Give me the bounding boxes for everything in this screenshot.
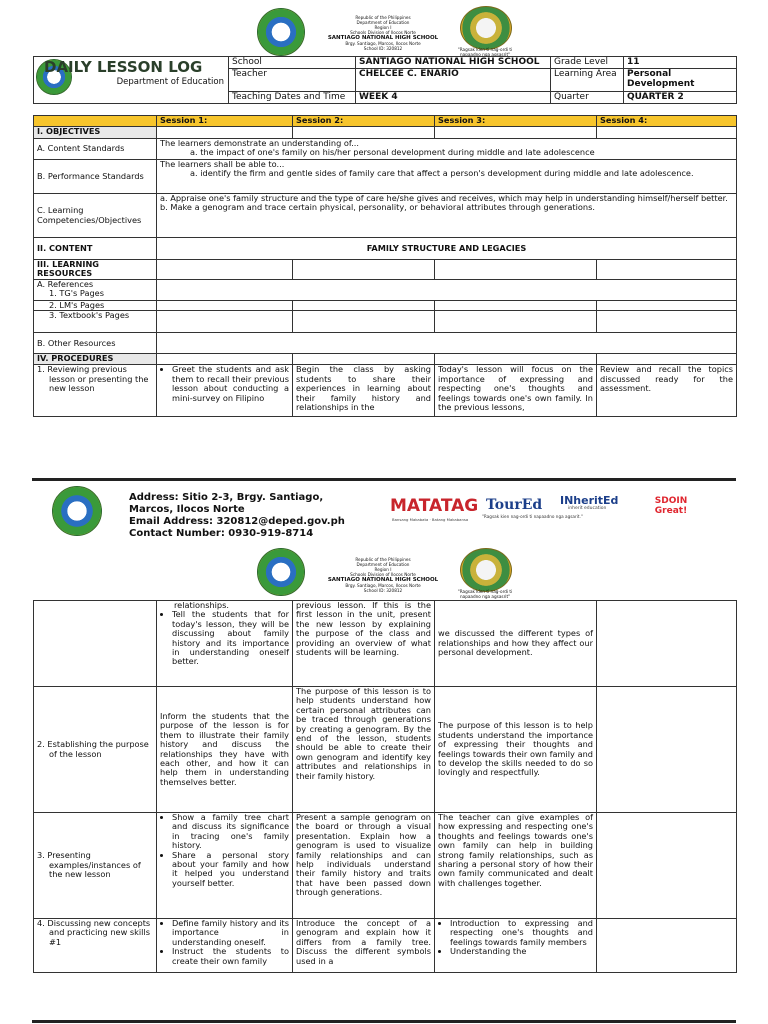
procedure-4-session-2: Introduce the concept of a genogram and explain how it differs from a family tree. Discuss the different symbols used in a bbox=[293, 919, 435, 973]
lesson-plan-table bbox=[33, 115, 737, 417]
procedure-2-session-2: The purpose of this lesson is to help students understand how certain personal attributes can be traced through generations by creating a genogram. By the end of the lesson, students should be able to create their own genogram and identify key attributes and relationships in their family history. bbox=[293, 687, 435, 813]
dates-value: WEEK 4 bbox=[356, 91, 551, 103]
school-value: SANTIAGO NATIONAL HIGH SCHOOL bbox=[356, 57, 551, 69]
area-label: Learning Area bbox=[551, 69, 624, 91]
footer-divider bbox=[32, 478, 736, 481]
dll-dept: Department of Education bbox=[116, 77, 224, 87]
quarter-value: QUARTER 2 bbox=[624, 91, 737, 103]
inherited-logo: INheritEd bbox=[560, 494, 619, 507]
footer-email: Email Address: 320812@deped.gov.ph bbox=[129, 516, 345, 527]
footer-address: Address: Sitio 2-3, Brgy. Santiago, Marcos, Ilocos Norte bbox=[129, 492, 324, 515]
procedure-1-session-2: Begin the class by asking students to share their experiences in learning about their family history and relationships in the bbox=[293, 365, 435, 417]
grade-value: 11 bbox=[624, 57, 737, 69]
session-3-header: Session 3: bbox=[435, 116, 597, 127]
content-standards-label: A. Content Standards bbox=[34, 139, 157, 160]
deped-seal bbox=[257, 8, 305, 56]
content-value: FAMILY STRUCTURE AND LEGACIES bbox=[157, 238, 737, 260]
procedure-3-label: 3. Presenting examples/instances of the new lesson bbox=[34, 813, 157, 919]
inherited-tagline: inherit education bbox=[568, 506, 607, 511]
competencies: a. Appraise one's family structure and the type of care he/she gives and receives, which may help in understanding himself/herself better. b. Make a genogram and trace certain physical, personality, or behavioral attributes through generations. bbox=[157, 194, 737, 238]
lesson-plan-table-continued bbox=[33, 600, 737, 973]
procedure-3-session-1: • Show a family tree chart and discuss its significance in tracing one's family history. • Share a personal story about your family and how it helped you understand yourself better. bbox=[157, 813, 293, 919]
other-resources-label: B. Other Resources bbox=[34, 333, 157, 354]
grade-label: Grade Level bbox=[551, 57, 624, 69]
procedure-4-session-3: • Introduction to expressing and respecting one's thoughts and feelings towards family members • Understanding the bbox=[435, 919, 597, 973]
page2-deped-seal bbox=[257, 548, 305, 596]
session-2-header: Session 2: bbox=[293, 116, 435, 127]
school-label: School bbox=[229, 57, 356, 69]
procedure-4-session-1: • Define family history and its importance in understanding oneself. • Instruct the students to create their own family bbox=[157, 919, 293, 973]
procedures-heading: IV. PROCEDURES bbox=[34, 354, 157, 365]
seal-caption: "Ragsak kien ti nag-ordi ti napaadno nga agsasrit" bbox=[457, 47, 513, 57]
page2-republic-header: Republic of the Philippines Department of Education Region I Schools Division of Ilocos Norte SANTIAGO NATIONAL HIGH SCHOOL Brgy. Santiago, Marcos, Ilocos Norte School ID: 320812 bbox=[327, 557, 439, 593]
references-label: A. References 1. TG's Pages bbox=[34, 280, 157, 301]
page2-school-seal bbox=[460, 548, 512, 592]
republic-header: Republic of the Philippines Department of Education Region I Schools Division of Ilocos Norte SANTIAGO NATIONAL HIGH SCHOOL Brgy. Santiago, Marcos, Ilocos Norte School ID: 320812 bbox=[327, 15, 439, 51]
dll-title: DAILY LESSON LOG bbox=[44, 58, 203, 76]
quarter-label: Quarter bbox=[551, 91, 624, 103]
procedure-2-session-3: The purpose of this lesson is to help students understand the importance of expressing their thoughts and feelings towards their own family and to develop the skills needed to do so lovingly and respectfully. bbox=[435, 687, 597, 813]
procedure-3-session-2: Present a sample genogram on the board or through a visual presentation. Explain how a genogram is used to visualize family relationships and can help individuals understand their family history and traits that have been passed down through generations. bbox=[293, 813, 435, 919]
performance-standards-label: B. Performance Standards bbox=[34, 160, 157, 194]
resources-heading: III. LEARNING RESOURCES bbox=[34, 260, 157, 280]
matatag-tagline: Bansang Makabata · Batang Makabansa bbox=[392, 517, 469, 522]
textbook-pages-label: 3. Textbook's Pages bbox=[34, 311, 157, 333]
dll-title-cell bbox=[34, 57, 229, 104]
procedure-3-session-3: The teacher can give examples of how expressing and respecting one's thoughts and feelings towards one's own family can help in building strong family relationships, such as sharing a personal story of how their own family communicated and dealt with challenges together. bbox=[435, 813, 597, 919]
session-1-header: Session 1: bbox=[157, 116, 293, 127]
procedure-1-session-3: Today's lesson will focus on the importance of expressing and respecting one's thoughts and feelings towards one's own family. In the previous lessons, bbox=[435, 365, 597, 417]
session-4-header: Session 4: bbox=[597, 116, 737, 127]
page2-bottom-divider bbox=[32, 1020, 736, 1023]
dll-header-table bbox=[33, 56, 737, 104]
performance-standards: The learners shall be able to... a. identify the firm and gentle sides of family care that affect a person's development during middle and late adolescence. bbox=[157, 160, 737, 194]
procedure-2-session-1: Inform the students that the purpose of the lesson is for them to illustrate their family history and discuss the relationships they have with each other, and how it can help them in understanding themselves better. bbox=[157, 687, 293, 813]
content-heading: II. CONTENT bbox=[34, 238, 157, 260]
toured-logo: TourEd bbox=[486, 497, 543, 513]
procedure-4-label: 4. Discussing new concepts and practicing new skills #1 bbox=[34, 919, 157, 973]
content-standards: The learners demonstrate an understanding of... a. the impact of one's family on his/her personal development during middle and late adolescence bbox=[157, 139, 737, 160]
toured-tagline: "Ragsak kien nag-ordi ti napaadno nga agsarit." bbox=[482, 514, 583, 519]
objectives-heading: I. OBJECTIVES bbox=[34, 127, 157, 139]
footer-deped-seal bbox=[52, 486, 102, 536]
procedure-1-session-2-cont: previous lesson. If this is the first lesson in the unit, present the new lesson by explaining the purpose of the class and providing an overview of what students will be learning. bbox=[293, 601, 435, 687]
procedure-1-session-1: • Greet the students and ask them to recall their previous lesson about conducting a mini-survey on Filipino bbox=[157, 365, 293, 417]
page2-seal-caption: "Ragsak kien ti nag-ordi ti napaadno nga agsasrit" bbox=[457, 589, 513, 599]
sdoin-logo: SDOIN Great! bbox=[654, 496, 688, 516]
footer-contact-number: Contact Number: 0930-919-8714 bbox=[129, 528, 314, 539]
procedure-1-label: 1. Reviewing previous lesson or presenting the new lesson bbox=[34, 365, 157, 417]
teacher-label: Teacher bbox=[229, 69, 356, 91]
teacher-value: CHELCEE C. ENARIO bbox=[356, 69, 551, 91]
footer-contact bbox=[129, 492, 369, 540]
matatag-logo: MATATAG bbox=[390, 496, 479, 516]
area-value: Personal Development bbox=[624, 69, 737, 91]
dates-label: Teaching Dates and Time bbox=[229, 91, 356, 103]
competencies-label: C. Learning Competencies/Objectives bbox=[34, 194, 157, 238]
procedure-1-session-4: Review and recall the topics discussed ready for the assessment. bbox=[597, 365, 737, 417]
procedure-2-label: 2. Establishing the purpose of the lesson bbox=[34, 687, 157, 813]
procedure-1-session-3-cont: we discussed the different types of relationships and how they affect our personal development. bbox=[435, 601, 597, 687]
lm-pages-label: 2. LM's Pages bbox=[34, 301, 157, 311]
procedure-1-session-1-cont: relationships. • Tell the students that for today's lesson, they will be discussing about family history and its importance in understanding oneself better. bbox=[157, 601, 293, 687]
school-seal bbox=[460, 6, 512, 50]
